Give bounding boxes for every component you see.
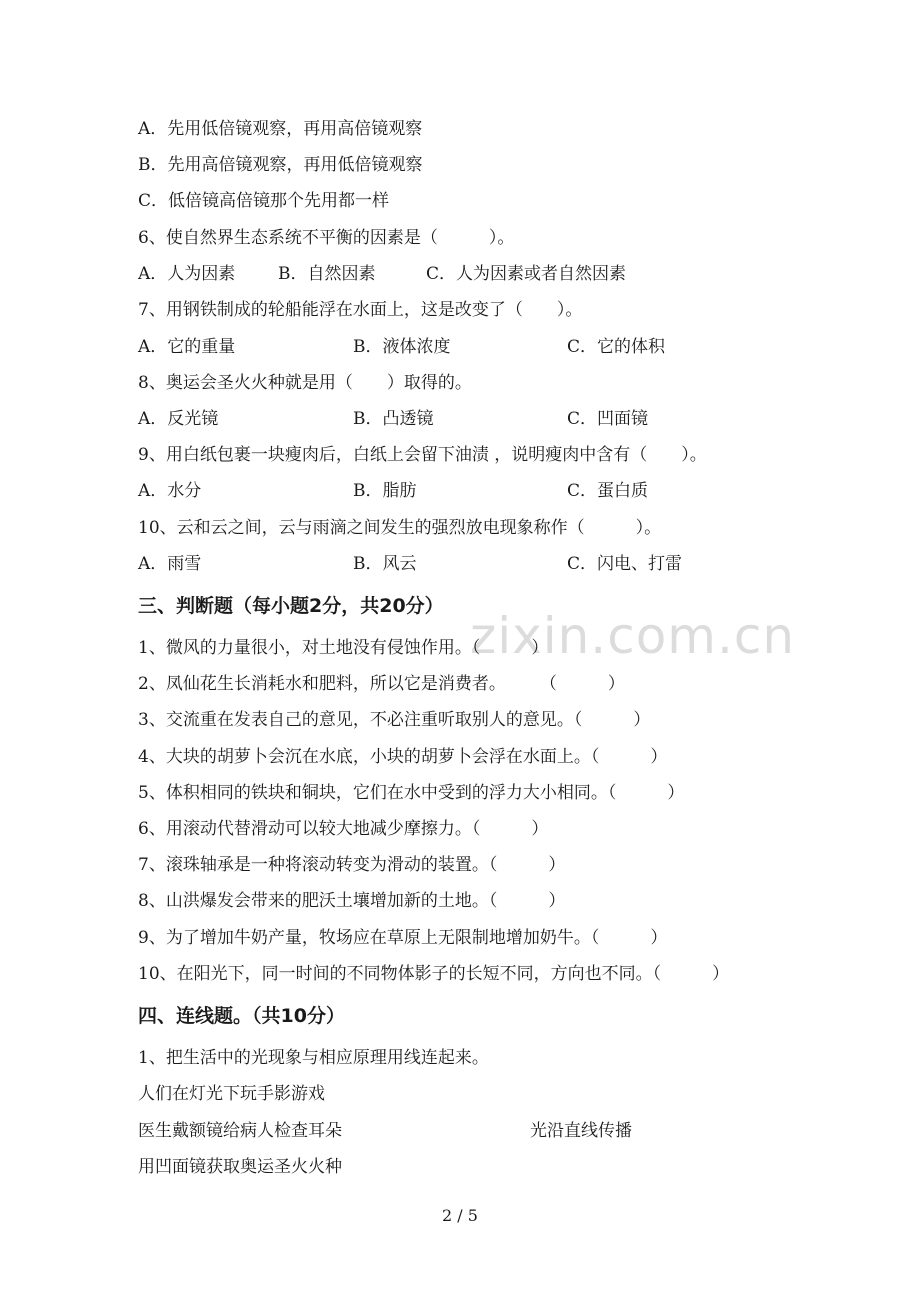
option-a: A．它的重量 — [138, 337, 236, 357]
question-stem: 9、用白纸包裹一块瘦肉后，白纸上会留下油渍 ，说明瘦肉中含有（ ）。 — [138, 445, 707, 465]
true-false-item: 7、滚珠轴承是一种将滚动转变为滑动的装置。（ ） — [138, 855, 566, 875]
option-b: B．风云 — [353, 554, 417, 574]
true-false-item: 4、大块的胡萝卜会沉在水底，小块的胡萝卜会浮在水面上。（ ） — [138, 747, 668, 767]
question-stem: 1、把生活中的光现象与相应原理用线连起来。 — [138, 1048, 489, 1068]
matching-left-item: 用凹面镜获取奥运圣火火种 — [138, 1157, 342, 1177]
true-false-item: 1、微风的力量很小，对土地没有侵蚀作用。（ ） — [138, 638, 549, 658]
option-a: A．反光镜 — [138, 409, 219, 429]
section-heading: 四、连线题。（共10分） — [138, 1005, 345, 1027]
question-stem: 10、云和云之间，云与雨滴之间发生的强烈放电现象称作（ ）。 — [138, 518, 662, 538]
question-stem: 6、使自然界生态系统不平衡的因素是（ ）。 — [138, 228, 515, 248]
option-a: A．雨雪 — [138, 554, 202, 574]
option-a: A．先用低倍镜观察，再用高倍镜观察 — [138, 119, 423, 139]
true-false-item: 8、山洪爆发会带来的肥沃土壤增加新的土地。（ ） — [138, 891, 566, 911]
option-c: C．闪电、打雷 — [567, 554, 683, 574]
option-c: C．凹面镜 — [567, 409, 649, 429]
option-c: C．它的体积 — [567, 337, 666, 357]
matching-left-item: 人们在灯光下玩手影游戏 — [138, 1084, 325, 1104]
true-false-item: 10、在阳光下，同一时间的不同物体影子的长短不同，方向也不同。（ ） — [138, 964, 730, 984]
matching-right-item: 光沿直线传播 — [530, 1121, 632, 1141]
true-false-item: 9、为了增加牛奶产量，牧场应在草原上无限制地增加奶牛。（ ） — [138, 928, 668, 948]
question-stem: 8、奥运会圣火火种就是用（ ）取得的。 — [138, 373, 472, 393]
section-heading: 三、判断题（每小题2分，共20分） — [138, 595, 444, 617]
option-c: C．人为因素或者自然因素 — [426, 264, 627, 284]
option-c: C．蛋白质 — [567, 481, 649, 501]
watermark: zixin.com.cn — [470, 607, 796, 665]
option-b: B．凸透镜 — [353, 409, 434, 429]
option-b: B．自然因素 — [278, 264, 376, 284]
true-false-item: 2、凤仙花生长消耗水和肥料，所以它是消费者。 （ ） — [138, 674, 625, 694]
option-b: B．液体浓度 — [353, 337, 451, 357]
question-stem: 7、用钢铁制成的轮船能浮在水面上，这是改变了（ ）。 — [138, 300, 583, 320]
option-a: A．人为因素 — [138, 264, 236, 284]
page-number: 2 / 5 — [442, 1206, 478, 1225]
option-b: B．脂肪 — [353, 481, 417, 501]
true-false-item: 6、用滚动代替滑动可以较大地减少摩擦力。（ ） — [138, 819, 549, 839]
matching-left-item: 医生戴额镜给病人检查耳朵 — [138, 1121, 342, 1141]
option-a: A．水分 — [138, 481, 202, 501]
true-false-item: 5、体积相同的铁块和铜块，它们在水中受到的浮力大小相同。（ ） — [138, 783, 685, 803]
true-false-item: 3、交流重在发表自己的意见，不必注重听取别人的意见。（ ） — [138, 710, 651, 730]
option-b: B．先用高倍镜观察，再用低倍镜观察 — [138, 155, 423, 175]
option-c: C．低倍镜高倍镜那个先用都一样 — [138, 191, 390, 211]
